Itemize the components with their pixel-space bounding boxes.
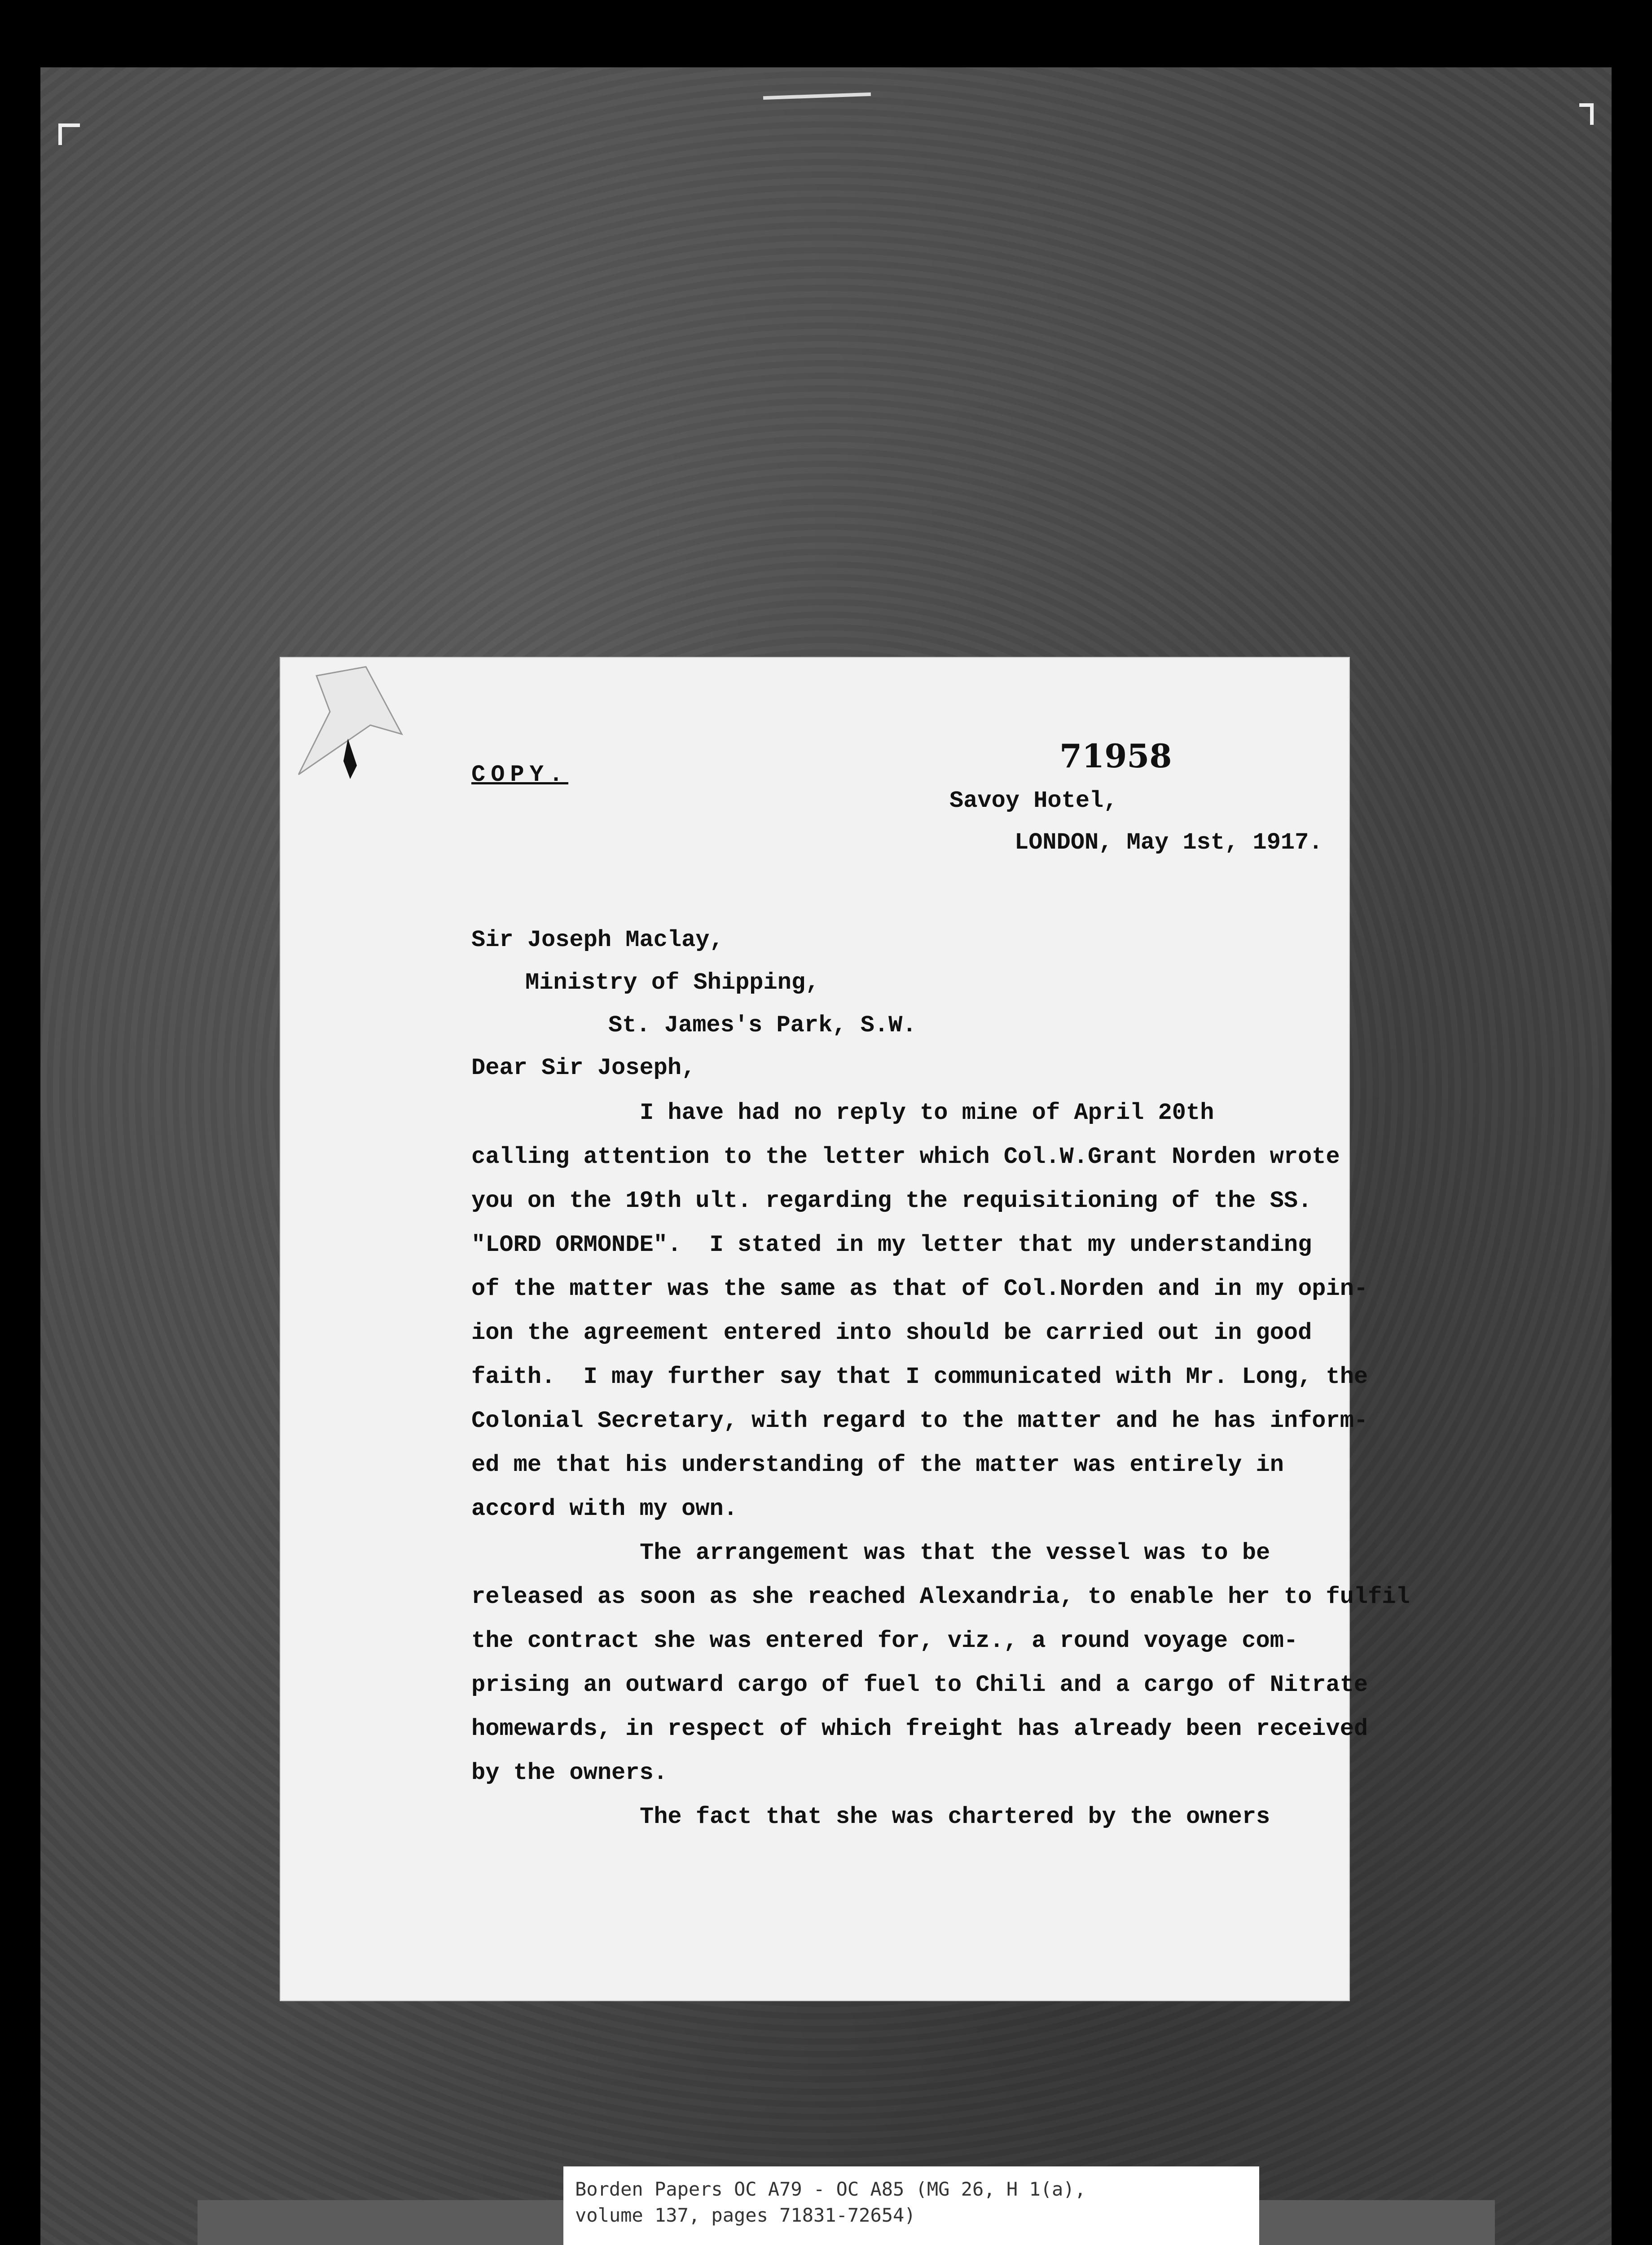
crop-mark-top-left [58,123,80,145]
caption-line: volume 137, pages 71831-72654) [575,2204,916,2226]
source-caption [563,2166,1259,2245]
body-line: ion the agreement entered into should be carried out in good [471,1320,1312,1346]
body-line: Colonial Secretary, with regard to the matter and he has inform- [471,1408,1368,1434]
body-line: by the owners. [471,1760,668,1786]
addressee-ministry: Ministry of Shipping, [525,969,820,996]
crop-mark-top-right [1579,103,1594,125]
document-number: 71958 [1059,737,1172,775]
salutation: Dear Sir Joseph, [471,1055,696,1081]
body-line: faith. I may further say that I communicated with Mr. Long, the [471,1364,1368,1390]
letter-date: LONDON, May 1st, 1917. [1015,829,1323,856]
body-line: of the matter was the same as that of Col.Norden and in my opin- [471,1276,1368,1302]
addressee-street: St. James's Park, S.W. [608,1012,917,1039]
body-line: "LORD ORMONDE". I stated in my letter that my understanding [471,1232,1312,1258]
body-line: you on the 19th ult. regarding the requisitioning of the SS. [471,1188,1312,1214]
body-line: The arrangement was that the vessel was to be [640,1540,1270,1566]
body-line: calling attention to the letter which Col.W.Grant Norden wrote [471,1144,1340,1170]
torn-corner-icon [281,658,424,792]
caption-line: Borden Papers OC A79 - OC A85 (MG 26, H 1(a), [575,2178,1086,2200]
addressee-name: Sir Joseph Maclay, [471,927,724,953]
body-line: accord with my own. [471,1496,738,1522]
body-line: homewards, in respect of which freight has already been received [471,1716,1368,1742]
letter-body [471,1091,1410,1839]
body-line: prising an outward cargo of fuel to Chili and a cargo of Nitrate [471,1672,1368,1698]
body-line: the contract she was entered for, viz., a round voyage com- [471,1628,1298,1654]
body-line: I have had no reply to mine of April 20th [640,1100,1214,1126]
sender-address: Savoy Hotel, [949,788,1118,814]
letter-page [281,658,1410,2000]
body-line: The fact that she was chartered by the owners [640,1804,1270,1830]
body-line: ed me that his understanding of the matter was entirely in [471,1452,1284,1478]
copy-label: COPY. [471,762,569,788]
body-line: released as soon as she reached Alexandria, to enable her to fulfil [471,1584,1410,1610]
